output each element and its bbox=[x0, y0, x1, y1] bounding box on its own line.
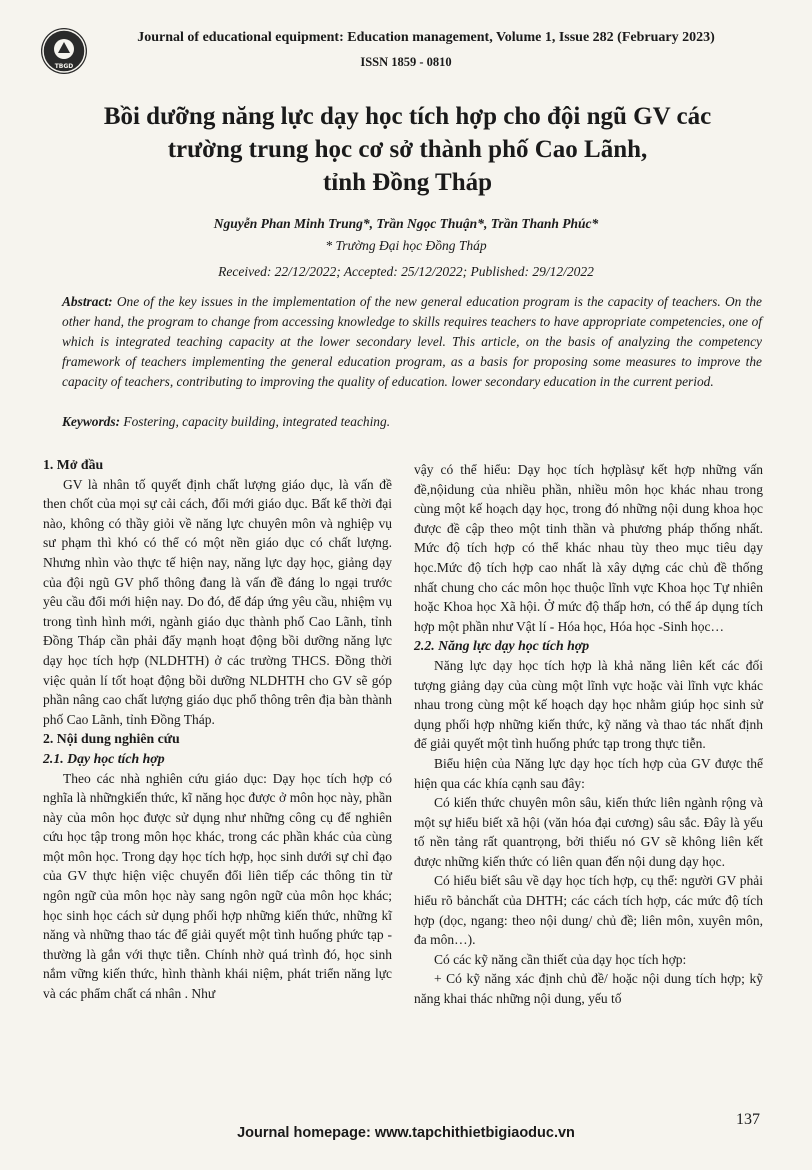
keywords-text: Fostering, capacity building, integrated teaching. bbox=[123, 414, 391, 429]
abstract-text: One of the key issues in the implementation of the new general education program is the capacity of teachers. On the other hand, the program to change from accessing knowledge to skills requires teachers to have appropriate competencies, one of which is integrated teaching capacity at the lower secondary level. This article, on the basis of analyzing the competency framework of teachers implementing the general education program, as a basis for proposing some measures to improve the capacity of teachers, contributing to improving the quality of education. lower secondary education in the current period. bbox=[62, 294, 762, 389]
authors: Nguyễn Phan Minh Trung*, Trần Ngọc Thuận*, Trần Thanh Phúc* bbox=[213, 216, 599, 231]
paragraph: Có kiến thức chuyên môn sâu, kiến thức liên ngành rộng và một sự hiểu biết xã hội (văn hóa đại cương) sâu sắc. Đây là yếu tố nền tảng rất quantrọng, bởi thiếu nó GV sẽ không liên kết được những kiến thức có liên quan đến nội dung dạy học. bbox=[414, 795, 763, 869]
paragraph: + Có kỹ năng xác định chủ đề/ hoặc nội dung tích hợp; kỹ năng khai thác những nội dung, yếu tố bbox=[414, 971, 763, 1007]
journal-seal-icon bbox=[41, 28, 87, 74]
publication-dates: Received: 22/12/2022; Accepted: 25/12/2022; Published: 29/12/2022 bbox=[218, 264, 594, 279]
paragraph: Theo các nhà nghiên cứu giáo dục: Dạy học tích hợp có nghĩa là nhữngkiến thức, kĩ năng học được ở môn học này, phần này của môn học được sử dụng như những công cụ để nghiên cứu học tập trong môn học khác, trong các phần khác của cùng một môn học. Trong dạy học tích hợp, học sinh dưới sự chỉ đạo của GV thực hiện việc chuyển đổi liên tiếp các thông tin từ ngôn ngữ của môn học này sang ngôn ngữ của môn học khác; học sinh học cách sử dụng phối hợp những kiến thức, những kĩ năng và những thao tác để giải quyết một tình huống phức tạp - thường là gắn với thực tiễn. Chính nhờ quá trình đó, học sinh nắm vững kiến thức, hình thành khái niệm, phát triển năng lực và các phẩm chất cá nhân . Như bbox=[43, 770, 392, 1002]
journal-logo bbox=[41, 28, 87, 74]
section-heading: 2. Nội dung nghiên cứu bbox=[43, 731, 180, 747]
paragraph: Có hiểu biết sâu về dạy học tích hợp, cụ thể: người GV phải hiểu rõ bảnchất của DHTH; các cách tích hợp, các mức độ tích hợp (dọc, ngang: theo nội dung/ chủ đề; liên môn, xuyên môn, đa môn…). bbox=[414, 873, 763, 948]
page-number: 137 bbox=[736, 1111, 760, 1128]
svg-text:TBGD: TBGD bbox=[54, 63, 74, 70]
issn: ISSN 1859 - 0810 bbox=[360, 55, 452, 69]
keywords-label: Keywords: bbox=[62, 414, 121, 429]
affiliation: * Trường Đại học Đồng Tháp bbox=[325, 238, 487, 253]
left-column bbox=[43, 455, 392, 1004]
title-line: tỉnh Đồng Tháp bbox=[322, 169, 493, 196]
title-line: Bồi dưỡng năng lực dạy học tích hợp cho đội ngũ GV các bbox=[103, 103, 712, 130]
right-column bbox=[414, 460, 763, 1009]
abstract bbox=[62, 292, 762, 392]
paragraph: Có các kỹ năng cần thiết của dạy học tích hợp: bbox=[434, 951, 687, 967]
journal-homepage: Journal homepage: www.tapchithietbigiaoduc.vn bbox=[237, 1125, 575, 1141]
article-title bbox=[40, 100, 775, 199]
subsection-heading: 2.2. Năng lực dạy học tích hợp bbox=[414, 638, 590, 654]
paragraph: vậy có thể hiểu: Dạy học tích hợplàsự kết hợp những vấn đề,nộidung của nhiều phần, nhiều môn học khác nhau trong cùng một kế hoạch dạy học, trong đó những nội dung khoa học được đề cập theo một tinh thần và phương pháp thống nhất. Mức độ tích hợp có thể khác nhau tùy theo mục tiêu dạy học.Mức độ tích hợp cao nhất là xây dựng các chủ đề thống nhất chung cho các môn học thuộc lĩnh vực Khoa học Tự nhiên hoặc Khoa học Xã hội. Ở mức độ thấp hơn, có thể áp dụng tích hợp một phần như Vật lí - Hóa học, Hóa học -Sinh học… bbox=[414, 462, 763, 634]
keywords bbox=[62, 414, 762, 430]
paragraph: Biểu hiện của Năng lực dạy học tích hợp của GV được thể hiện qua các khía cạnh sau đây: bbox=[414, 755, 763, 791]
section-heading: 1. Mở đầu bbox=[43, 457, 104, 472]
paragraph: Năng lực dạy học tích hợp là khả năng liên kết các đối tượng giảng dạy của cùng một lĩnh vực hoặc vài lĩnh vực khác nhau trong cùng một kế hoạch dạy học nhằm giúp học sinh sử dụng phối hợp những kiến thức, kỹ năng và thao tác nhất định để giải quyết một tình huống phức tạp trong thực tiễn. bbox=[414, 657, 763, 752]
journal-citation: Journal of educational equipment: Education management, Volume 1, Issue 282 (February 2023) bbox=[137, 30, 715, 45]
abstract-label: Abstract: bbox=[62, 294, 113, 309]
paragraph: GV là nhân tố quyết định chất lượng giáo dục, là vấn đề then chốt của mọi sự cải cách, đổi mới giáo dục. Bất kể thời đại nào, không có thầy giỏi về năng lực chuyên môn và nghiệp vụ sư phạm thì khó có thể có một nền giáo dục có chất lượng. Nhưng nhìn vào thực tế hiện nay, năng lực dạy học, giảng dạy của đội ngũ GV phổ thông đang là vấn đề đáng lo ngại trước yêu cầu đổi mới hiện nay. Do đó, để đáp ứng yêu cầu, nhiệm vụ trong tình hình mới, ngành giáo dục thành phố Cao Lãnh, tỉnh Đồng Tháp cần phải đẩy mạnh hoạt động bồi dưỡng năng lực dạy học tích hợp (NLDHTH) ở các trường THCS. Đồng thời việc quản lí tốt hoạt động bồi dưỡng NLDHTH cho GV sẽ góp phần nâng cao chất lượng giáo dục phổ thông trên địa bàn thành phố Cao Lãnh, tỉnh Đồng Tháp. bbox=[43, 476, 392, 727]
title-line: trường trung học cơ sở thành phố Cao Lãnh, bbox=[167, 136, 648, 163]
subsection-heading: 2.1. Dạy học tích hợp bbox=[43, 750, 165, 766]
